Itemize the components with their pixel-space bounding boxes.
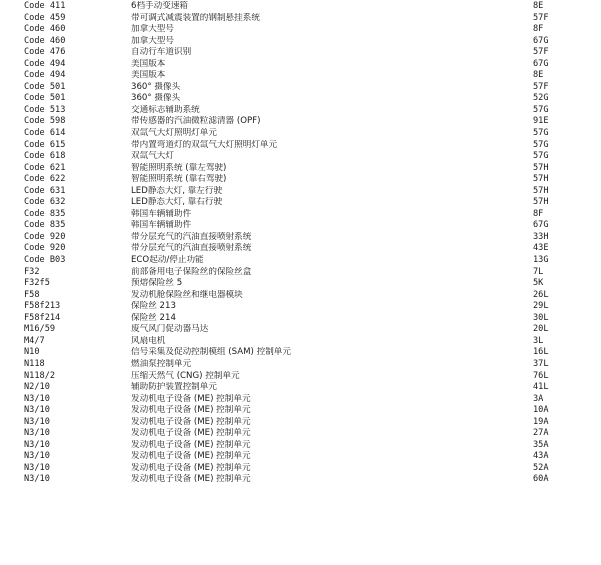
table-row	[0, 267, 601, 279]
table-row	[0, 140, 601, 152]
component-description: 双氙气大灯	[131, 151, 174, 162]
grid-reference: 43E	[533, 243, 549, 254]
grid-reference: 57F	[533, 81, 549, 92]
grid-reference: 57G	[533, 151, 549, 162]
component-code: Code 835	[24, 220, 66, 231]
grid-reference: 57G	[533, 104, 549, 115]
grid-reference: 43A	[533, 451, 549, 462]
table-row	[0, 151, 601, 163]
table-row	[0, 232, 601, 244]
table-row	[0, 174, 601, 186]
grid-reference: 57H	[533, 185, 549, 196]
component-description: 带内置弯道灯的双氙气大灯照明灯单元	[131, 139, 278, 150]
component-code: N10	[24, 347, 40, 358]
grid-reference: 26L	[533, 289, 549, 300]
grid-reference: 13G	[533, 255, 549, 266]
component-description: 发动机电子设备 (ME) 控制单元	[131, 462, 251, 473]
grid-reference: 16L	[533, 347, 549, 358]
table-row	[0, 13, 601, 25]
component-code: M16/59	[24, 324, 56, 335]
component-description: 加拿大型号	[131, 24, 174, 35]
component-code: N3/10	[24, 428, 50, 439]
grid-reference: 57G	[533, 128, 549, 139]
component-index-table	[0, 1, 601, 486]
component-code: Code 459	[24, 12, 66, 23]
table-row	[0, 301, 601, 313]
table-row	[0, 255, 601, 267]
grid-reference: 67G	[533, 58, 549, 69]
component-code: N3/10	[24, 474, 50, 485]
component-code: Code 494	[24, 70, 66, 81]
component-description: 信号采集及促动控制模组 (SAM) 控制单元	[131, 347, 291, 358]
component-description: 美国版本	[131, 58, 166, 69]
component-code: Code 460	[24, 24, 66, 35]
table-row	[0, 313, 601, 325]
grid-reference: 19A	[533, 416, 549, 427]
table-row	[0, 220, 601, 232]
component-code: Code B03	[24, 255, 66, 266]
component-description: 带分层充气的汽油直接喷射系统	[131, 243, 252, 254]
grid-reference: 57G	[533, 139, 549, 150]
component-code: Code 501	[24, 93, 66, 104]
component-description: 韩国车辆辅助件	[131, 208, 192, 219]
grid-reference: 8E	[533, 1, 544, 11]
component-description: 发动机电子设备 (ME) 控制单元	[131, 474, 251, 485]
component-description: 智能照明系统 (靠右驾驶)	[131, 174, 227, 185]
table-row	[0, 463, 601, 475]
component-code: F58f214	[24, 312, 61, 323]
grid-reference: 57H	[533, 174, 549, 185]
component-description: 预熔保险丝 5	[131, 278, 183, 289]
component-description: 发动机舱保险丝和继电器模块	[131, 289, 243, 300]
component-description: ECO起动/停止功能	[131, 255, 204, 266]
grid-reference: 35A	[533, 439, 549, 450]
grid-reference: 67G	[533, 220, 549, 231]
grid-reference: 10A	[533, 405, 549, 416]
table-row	[0, 278, 601, 290]
grid-reference: 57H	[533, 197, 549, 208]
component-code: Code 920	[24, 231, 66, 242]
table-row	[0, 428, 601, 440]
component-code: Code 476	[24, 47, 66, 58]
component-code: N3/10	[24, 405, 50, 416]
table-row	[0, 24, 601, 36]
component-description: 带分层充气的汽油直接喷射系统	[131, 231, 252, 242]
grid-reference: 33H	[533, 231, 549, 242]
table-row	[0, 36, 601, 48]
table-row	[0, 82, 601, 94]
grid-reference: 7L	[533, 266, 544, 277]
table-row	[0, 70, 601, 82]
grid-reference: 57F	[533, 12, 549, 23]
component-description: 发动机电子设备 (ME) 控制单元	[131, 428, 251, 439]
table-row	[0, 128, 601, 140]
component-code: Code 920	[24, 243, 66, 254]
component-code: Code 598	[24, 116, 66, 127]
grid-reference: 8F	[533, 208, 544, 219]
component-description: 加拿大型号	[131, 35, 174, 46]
table-row	[0, 474, 601, 486]
component-description: 发动机电子设备 (ME) 控制单元	[131, 439, 251, 450]
table-row	[0, 59, 601, 71]
grid-reference: 41L	[533, 382, 549, 393]
grid-reference: 3A	[533, 393, 544, 404]
grid-reference: 52A	[533, 462, 549, 473]
component-code: Code 411	[24, 1, 66, 11]
table-row	[0, 394, 601, 406]
table-row	[0, 163, 601, 175]
table-row	[0, 324, 601, 336]
table-row	[0, 1, 601, 13]
component-code: F58	[24, 289, 40, 300]
component-description: 保险丝 214	[131, 312, 176, 323]
component-code: N3/10	[24, 393, 50, 404]
component-description: 带传感器的汽油微粒滤清器 (OPF)	[131, 116, 261, 127]
table-row	[0, 417, 601, 429]
grid-reference: 3L	[533, 335, 544, 346]
component-code: N3/10	[24, 439, 50, 450]
component-code: Code 501	[24, 81, 66, 92]
component-description: 带可调式减震装置的钢制悬挂系统	[131, 12, 260, 23]
component-description: LED静态大灯, 靠左行驶	[131, 185, 223, 196]
grid-reference: 60A	[533, 474, 549, 485]
table-row	[0, 93, 601, 105]
component-code: F32f5	[24, 278, 50, 289]
component-code: Code 513	[24, 104, 66, 115]
component-code: N2/10	[24, 382, 50, 393]
component-description: 韩国车辆辅助件	[131, 220, 192, 231]
table-row	[0, 209, 601, 221]
grid-reference: 76L	[533, 370, 549, 381]
component-description: 发动机电子设备 (ME) 控制单元	[131, 416, 251, 427]
table-row	[0, 186, 601, 198]
grid-reference: 67G	[533, 35, 549, 46]
component-code: N3/10	[24, 462, 50, 473]
component-code: Code 618	[24, 151, 66, 162]
component-description: 保险丝 213	[131, 301, 176, 312]
component-code: Code 631	[24, 185, 66, 196]
table-row	[0, 451, 601, 463]
component-code: N3/10	[24, 451, 50, 462]
component-code: Code 460	[24, 35, 66, 46]
grid-reference: 37L	[533, 358, 549, 369]
component-description: 前部备用电子保险丝的保险丝盒	[131, 266, 252, 277]
grid-reference: 30L	[533, 312, 549, 323]
component-description: 双氙气大灯照明灯单元	[131, 128, 217, 139]
component-description: LED静态大灯, 靠右行驶	[131, 197, 223, 208]
grid-reference: 29L	[533, 301, 549, 312]
component-code: Code 614	[24, 128, 66, 139]
table-row	[0, 440, 601, 452]
component-description: 燃油泵控制单元	[131, 358, 192, 369]
component-description: 智能照明系统 (靠左驾驶)	[131, 162, 227, 173]
table-row	[0, 290, 601, 302]
component-description: 360° 摄像头	[131, 81, 181, 92]
component-description: 自动行车道识别	[131, 47, 192, 58]
grid-reference: 5K	[533, 278, 544, 289]
component-code: Code 621	[24, 162, 66, 173]
grid-reference: 27A	[533, 428, 549, 439]
component-description: 风扇电机	[131, 335, 166, 346]
grid-reference: 20L	[533, 324, 549, 335]
component-description: 废气风门促动器马达	[131, 324, 209, 335]
component-code: N3/10	[24, 416, 50, 427]
table-row	[0, 371, 601, 383]
table-row	[0, 243, 601, 255]
component-code: Code 494	[24, 58, 66, 69]
grid-reference: 91E	[533, 116, 549, 127]
table-row	[0, 405, 601, 417]
component-description: 辅助防护装置控制单元	[131, 382, 217, 393]
component-code: F58f213	[24, 301, 61, 312]
component-code: N118	[24, 358, 45, 369]
grid-reference: 52G	[533, 93, 549, 104]
table-row	[0, 336, 601, 348]
grid-reference: 8F	[533, 24, 544, 35]
table-row	[0, 105, 601, 117]
table-row	[0, 116, 601, 128]
component-description: 6档手动变速箱	[131, 1, 189, 11]
table-row	[0, 359, 601, 371]
table-row	[0, 347, 601, 359]
component-description: 交通标志辅助系统	[131, 104, 200, 115]
component-code: Code 615	[24, 139, 66, 150]
component-description: 发动机电子设备 (ME) 控制单元	[131, 405, 251, 416]
component-description: 发动机电子设备 (ME) 控制单元	[131, 451, 251, 462]
component-code: F32	[24, 266, 40, 277]
table-row	[0, 382, 601, 394]
component-code: Code 835	[24, 208, 66, 219]
grid-reference: 8E	[533, 70, 544, 81]
component-code: Code 622	[24, 174, 66, 185]
component-description: 压缩天然气 (CNG) 控制单元	[131, 370, 240, 381]
grid-reference: 57F	[533, 47, 549, 58]
component-code: N118/2	[24, 370, 56, 381]
table-row	[0, 47, 601, 59]
component-code: M4/7	[24, 335, 45, 346]
component-description: 360° 摄像头	[131, 93, 181, 104]
grid-reference: 57H	[533, 162, 549, 173]
component-description: 发动机电子设备 (ME) 控制单元	[131, 393, 251, 404]
table-row	[0, 197, 601, 209]
component-description: 美国版本	[131, 70, 166, 81]
component-code: Code 632	[24, 197, 66, 208]
